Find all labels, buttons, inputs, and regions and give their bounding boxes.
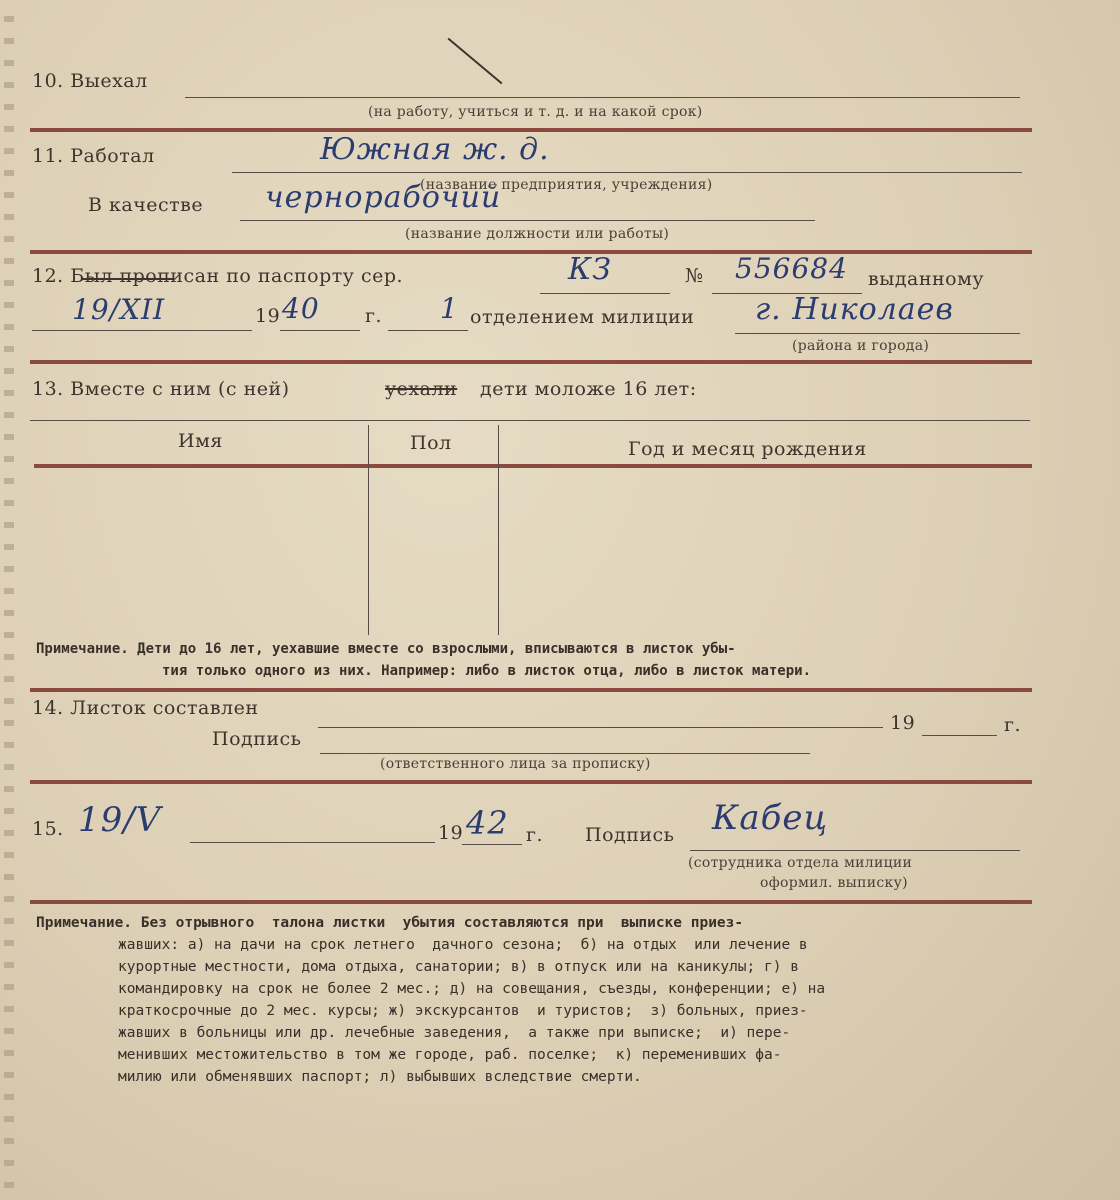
field-11-line <box>232 172 1022 173</box>
field-10-line <box>185 97 1020 98</box>
g-14: г. <box>1004 714 1021 736</box>
field-10-caption: (на работу, учиться и т. д. и на какой срок) <box>368 104 703 120</box>
handwritten-date-15: 19/V <box>78 800 162 840</box>
rule-15 <box>30 900 1032 904</box>
handwritten-city: г. Николаев <box>755 292 954 327</box>
field-15-signature-line <box>690 850 1020 851</box>
note-title: Примечание. <box>36 641 129 657</box>
footnote-line-8: милию или обменявших паспорт; л) выбывших вследствие смерти. <box>118 1069 642 1085</box>
footnote-line-6: жавших в больницы или др. лечебные заведения, а также при выписке; и) пере- <box>118 1025 791 1041</box>
field-11-position-caption: (название должности или работы) <box>405 226 670 242</box>
field-13-struck-word: уехали <box>385 378 458 400</box>
note-line-2: тия только одного из них. Например: либо в листок отца, либо в листок матери. <box>162 663 812 679</box>
field-12-caption: (района и города) <box>792 338 930 354</box>
footnote-line-7: менивших местожительство в том же городе, раб. поселке; к) переменивших фа- <box>118 1047 782 1063</box>
handwritten-year-15: 42 <box>466 804 509 842</box>
table-header-birth: Год и месяц рождения <box>628 438 867 460</box>
footnote-text-1: Без отрывного талона листки убытия составляются при выписке приез- <box>132 915 744 931</box>
field-15-date-line <box>190 842 435 843</box>
field-11-label: 11. Работал <box>32 145 155 167</box>
g-12: г. <box>365 305 382 327</box>
dept-label: отделением милиции <box>470 306 695 328</box>
field-15-signature-label: Подпись <box>585 824 675 846</box>
field-14-signature-line <box>320 753 810 754</box>
issue-date-line <box>32 330 252 331</box>
field-11-position-label: В качестве <box>88 194 204 216</box>
number-sign: № <box>685 265 704 287</box>
note-line-1: Дети до 16 лет, уехавшие вместе со взрослыми, вписываются в листок убы- <box>128 641 736 657</box>
table-col-divider-2 <box>498 425 499 635</box>
year-prefix-14: 19 <box>890 712 916 734</box>
table-header-name: Имя <box>178 430 223 452</box>
rule-14 <box>30 780 1032 784</box>
year-line-14 <box>922 735 997 736</box>
year-line-12 <box>280 330 360 331</box>
field-14-label: 14. Листок составлен <box>32 697 259 719</box>
strike-12 <box>82 278 174 280</box>
city-line <box>735 333 1020 334</box>
table-header-sex: Пол <box>410 432 452 454</box>
handwritten-dept-number: 1 <box>440 292 459 325</box>
series-line <box>540 293 670 294</box>
year-prefix-15: 19 <box>438 822 464 844</box>
perforated-edge <box>4 0 14 1200</box>
handwritten-series: КЗ <box>568 252 612 287</box>
handwritten-issue-date: 19/XII <box>72 293 166 326</box>
footnote-line-3: курортные местности, дома отдыха, санатории; в) в отпуск или на каникулы; г) в <box>118 959 799 975</box>
rule-11 <box>30 250 1032 254</box>
field-11-position-line <box>240 220 815 221</box>
field-13-note <box>36 638 736 661</box>
year-line-15 <box>462 844 522 845</box>
table-top-line <box>30 420 1030 421</box>
field-13-label-b: дети моложе 16 лет: <box>480 378 697 400</box>
dept-line <box>388 330 468 331</box>
footnote-line-1 <box>36 912 743 935</box>
g-15: г. <box>526 824 543 846</box>
field-14-caption: (ответственного лица за прописку) <box>380 756 651 772</box>
field-12-label: 12. Был прописан по паспорту сер. <box>32 265 404 287</box>
table-col-divider-1 <box>368 425 369 635</box>
field-14-line <box>318 727 883 728</box>
field-10-label: 10. Выехал <box>32 70 148 92</box>
field-15-label: 15. <box>32 818 64 840</box>
handwritten-year-12: 40 <box>282 292 320 325</box>
table-header-rule <box>34 464 1032 468</box>
rule-12 <box>30 360 1032 364</box>
handwritten-signature: Кабец <box>712 798 829 838</box>
footnote-line-5: краткосрочные до 2 мес. курсы; ж) экскурсантов и туристов; з) больных, приез- <box>118 1003 808 1019</box>
handwritten-passport-number: 556684 <box>735 252 848 285</box>
handwritten-organization: Южная ж. д. <box>320 132 550 167</box>
footnote-title: Примечание. <box>36 915 133 931</box>
footnote-line-4: командировку на срок не более 2 мес.; д) на совещания, съезды, конференции; е) на <box>118 981 826 997</box>
issued-label: выданному <box>868 268 985 290</box>
footnote-line-2: жавших: а) на дачи на срок летнего дачного сезона; б) на отдых или лечение в <box>118 937 808 953</box>
rule-13 <box>30 688 1032 692</box>
field-15-caption-2: оформил. выписку) <box>760 875 908 891</box>
handwritten-position: чернорабочий <box>265 180 502 215</box>
field-13-label-a: 13. Вместе с ним (с ней) <box>32 378 290 400</box>
field-14-signature-label: Подпись <box>212 728 302 750</box>
field-11-caption: (название предприятия, учреждения) <box>420 177 713 193</box>
field-15-caption-1: (сотрудника отдела милиции <box>688 855 913 871</box>
year-prefix-12: 19 <box>255 305 281 327</box>
